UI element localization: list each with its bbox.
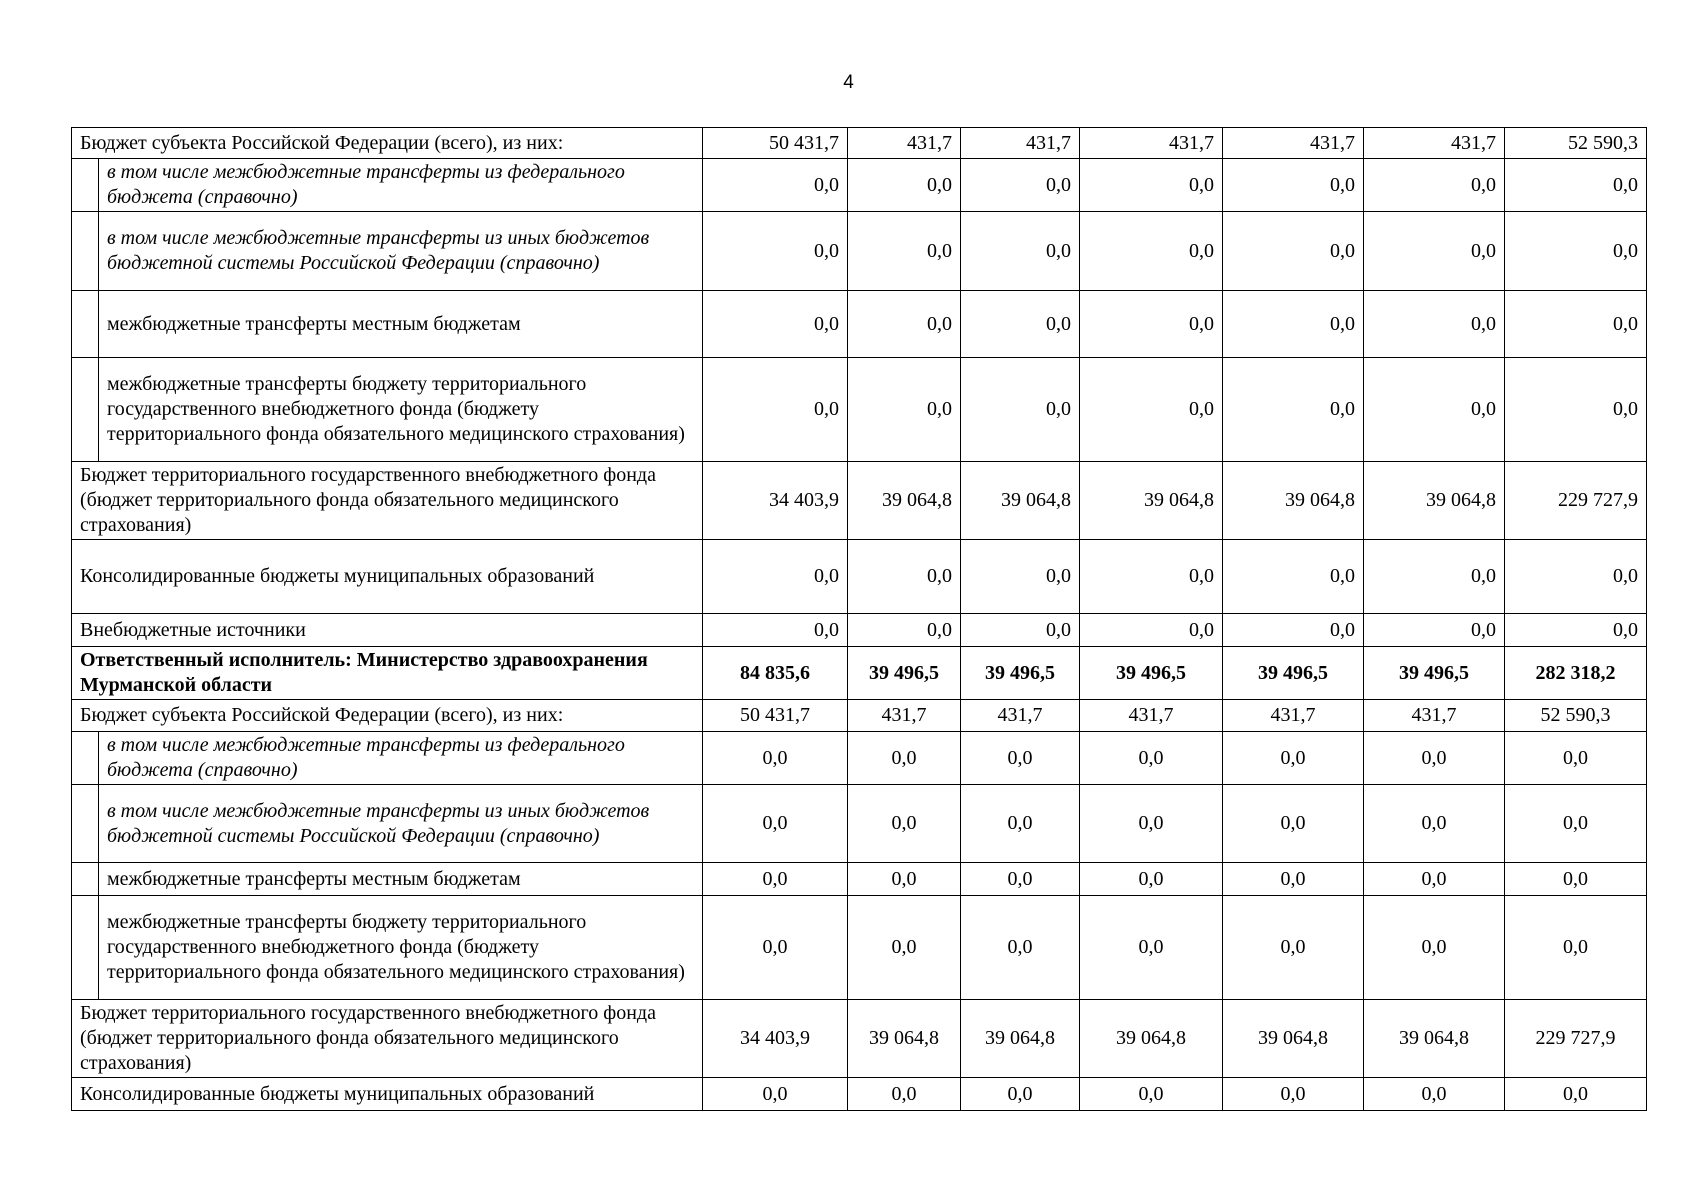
value-cell: 0,0	[1364, 614, 1505, 647]
value-cell: 0,0	[1080, 732, 1223, 785]
table-row	[72, 291, 1647, 358]
value-cell: 0,0	[848, 358, 961, 462]
table-row	[72, 614, 1647, 647]
row-label: в том числе межбюджетные трансферты из федерального бюджета (справочно)	[99, 732, 703, 785]
value-cell: 0,0	[1364, 212, 1505, 291]
table-row	[72, 462, 1647, 540]
value-cell: 0,0	[848, 732, 961, 785]
row-label: Консолидированные бюджеты муниципальных образований	[72, 1078, 703, 1111]
value-cell: 0,0	[703, 863, 848, 896]
row-label: Бюджет территориального государственного внебюджетного фонда (бюджет территориального фонда обязательного медицинского страхования)	[72, 462, 703, 540]
value-cell: 0,0	[961, 291, 1080, 358]
value-cell: 0,0	[703, 159, 848, 212]
value-cell: 0,0	[1505, 1078, 1647, 1111]
row-label: Бюджет территориального государственного внебюджетного фонда (бюджет территориального фонда обязательного медицинского страхования)	[72, 1000, 703, 1078]
value-cell: 0,0	[848, 1078, 961, 1111]
value-cell: 0,0	[848, 863, 961, 896]
table-row	[72, 732, 1647, 785]
value-cell: 0,0	[1505, 291, 1647, 358]
value-cell: 0,0	[1223, 732, 1364, 785]
value-cell: 0,0	[848, 291, 961, 358]
value-cell: 0,0	[848, 785, 961, 863]
value-cell: 50 431,7	[703, 128, 848, 159]
value-cell: 431,7	[848, 128, 961, 159]
value-cell: 39 064,8	[1364, 1000, 1505, 1078]
value-cell: 0,0	[1364, 732, 1505, 785]
table-row	[72, 1000, 1647, 1078]
row-label: Консолидированные бюджеты муниципальных образований	[72, 540, 703, 614]
value-cell: 0,0	[1505, 863, 1647, 896]
value-cell: 0,0	[1223, 863, 1364, 896]
value-cell: 0,0	[961, 358, 1080, 462]
value-cell: 39 064,8	[848, 1000, 961, 1078]
value-cell: 52 590,3	[1505, 128, 1647, 159]
table-row	[72, 212, 1647, 291]
value-cell: 0,0	[1364, 540, 1505, 614]
value-cell: 0,0	[1505, 159, 1647, 212]
value-cell: 0,0	[961, 1078, 1080, 1111]
budget-table	[71, 127, 1647, 1111]
row-label: межбюджетные трансферты бюджету территориального государственного внебюджетного фонда (бюджету территориального фонда обязательного медицинского страхования)	[99, 896, 703, 1000]
value-cell: 0,0	[703, 291, 848, 358]
value-cell: 431,7	[961, 128, 1080, 159]
value-cell: 39 064,8	[848, 462, 961, 540]
value-cell: 39 496,5	[848, 647, 961, 700]
value-cell: 0,0	[1364, 863, 1505, 896]
value-cell: 0,0	[703, 358, 848, 462]
value-cell: 0,0	[1505, 212, 1647, 291]
table-section-2	[72, 647, 1647, 1111]
value-cell: 0,0	[1364, 785, 1505, 863]
value-cell: 0,0	[1223, 358, 1364, 462]
value-cell: 0,0	[1505, 358, 1647, 462]
value-cell: 0,0	[1080, 291, 1223, 358]
row-label: Бюджет субъекта Российской Федерации (всего), из них:	[72, 700, 703, 732]
table-row	[72, 647, 1647, 700]
table-row	[72, 700, 1647, 732]
row-label: межбюджетные трансферты местным бюджетам	[99, 291, 703, 358]
row-label: в том числе межбюджетные трансферты из иных бюджетов бюджетной системы Российской Федерации (справочно)	[99, 785, 703, 863]
value-cell: 0,0	[848, 614, 961, 647]
value-cell: 0,0	[848, 212, 961, 291]
indent-cell	[72, 863, 99, 896]
value-cell: 52 590,3	[1505, 700, 1647, 732]
indent-cell	[72, 212, 99, 291]
row-label: Ответственный исполнитель: Министерство здравоохранения Мурманской области	[72, 647, 703, 700]
value-cell: 0,0	[703, 732, 848, 785]
value-cell: 0,0	[961, 785, 1080, 863]
value-cell: 431,7	[1223, 128, 1364, 159]
value-cell: 0,0	[1505, 614, 1647, 647]
value-cell: 0,0	[1080, 540, 1223, 614]
value-cell: 0,0	[1223, 614, 1364, 647]
table-row	[72, 785, 1647, 863]
value-cell: 0,0	[1364, 358, 1505, 462]
value-cell: 229 727,9	[1505, 1000, 1647, 1078]
value-cell: 0,0	[1080, 863, 1223, 896]
value-cell: 0,0	[961, 614, 1080, 647]
value-cell: 0,0	[1080, 896, 1223, 1000]
value-cell: 431,7	[1364, 700, 1505, 732]
table-row	[72, 896, 1647, 1000]
indent-cell	[72, 291, 99, 358]
page-number: 4	[843, 72, 854, 93]
value-cell: 0,0	[1223, 785, 1364, 863]
value-cell: 0,0	[1505, 896, 1647, 1000]
value-cell: 0,0	[1223, 159, 1364, 212]
value-cell: 431,7	[1080, 700, 1223, 732]
row-label: Бюджет субъекта Российской Федерации (всего), из них:	[72, 128, 703, 159]
value-cell: 0,0	[848, 540, 961, 614]
value-cell: 39 064,8	[961, 462, 1080, 540]
value-cell: 0,0	[1223, 291, 1364, 358]
value-cell: 0,0	[848, 159, 961, 212]
value-cell: 0,0	[961, 732, 1080, 785]
value-cell: 0,0	[1080, 1078, 1223, 1111]
table-row	[72, 159, 1647, 212]
table-row	[72, 540, 1647, 614]
value-cell: 39 064,8	[1223, 1000, 1364, 1078]
value-cell: 0,0	[703, 1078, 848, 1111]
indent-cell	[72, 732, 99, 785]
value-cell: 39 496,5	[1080, 647, 1223, 700]
value-cell: 0,0	[1364, 291, 1505, 358]
row-label: межбюджетные трансферты бюджету территориального государственного внебюджетного фонда (бюджету территориального фонда обязательного медицинского страхования)	[99, 358, 703, 462]
value-cell: 431,7	[1223, 700, 1364, 732]
value-cell: 0,0	[1080, 358, 1223, 462]
value-cell: 0,0	[1223, 896, 1364, 1000]
value-cell: 39 064,8	[1080, 1000, 1223, 1078]
value-cell: 431,7	[1364, 128, 1505, 159]
value-cell: 0,0	[703, 896, 848, 1000]
value-cell: 0,0	[703, 212, 848, 291]
value-cell: 282 318,2	[1505, 647, 1647, 700]
value-cell: 229 727,9	[1505, 462, 1647, 540]
table-row	[72, 863, 1647, 896]
indent-cell	[72, 159, 99, 212]
value-cell: 39 064,8	[1364, 462, 1505, 540]
value-cell: 0,0	[1223, 212, 1364, 291]
value-cell: 0,0	[961, 863, 1080, 896]
value-cell: 0,0	[1223, 540, 1364, 614]
value-cell: 431,7	[961, 700, 1080, 732]
value-cell: 0,0	[703, 540, 848, 614]
table-row	[72, 1078, 1647, 1111]
value-cell: 0,0	[703, 614, 848, 647]
value-cell: 0,0	[961, 212, 1080, 291]
value-cell: 0,0	[1505, 540, 1647, 614]
value-cell: 0,0	[961, 159, 1080, 212]
value-cell: 34 403,9	[703, 462, 848, 540]
value-cell: 0,0	[1223, 1078, 1364, 1111]
value-cell: 39 064,8	[1080, 462, 1223, 540]
value-cell: 0,0	[1364, 159, 1505, 212]
value-cell: 0,0	[1080, 614, 1223, 647]
table-row	[72, 128, 1647, 159]
row-label: межбюджетные трансферты местным бюджетам	[99, 863, 703, 896]
value-cell: 431,7	[1080, 128, 1223, 159]
value-cell: 84 835,6	[703, 647, 848, 700]
value-cell: 431,7	[848, 700, 961, 732]
value-cell: 0,0	[848, 896, 961, 1000]
indent-cell	[72, 896, 99, 1000]
value-cell: 0,0	[1080, 212, 1223, 291]
value-cell: 39 496,5	[1364, 647, 1505, 700]
value-cell: 39 064,8	[961, 1000, 1080, 1078]
value-cell: 34 403,9	[703, 1000, 848, 1078]
value-cell: 0,0	[1080, 159, 1223, 212]
row-label: Внебюджетные источники	[72, 614, 703, 647]
value-cell: 0,0	[1364, 896, 1505, 1000]
value-cell: 50 431,7	[703, 700, 848, 732]
value-cell: 0,0	[961, 896, 1080, 1000]
table-row	[72, 358, 1647, 462]
value-cell: 0,0	[1364, 1078, 1505, 1111]
table-section-1	[72, 128, 1647, 647]
indent-cell	[72, 785, 99, 863]
value-cell: 0,0	[703, 785, 848, 863]
value-cell: 0,0	[1505, 732, 1647, 785]
value-cell: 0,0	[1505, 785, 1647, 863]
value-cell: 39 496,5	[961, 647, 1080, 700]
row-label: в том числе межбюджетные трансферты из федерального бюджета (справочно)	[99, 159, 703, 212]
value-cell: 0,0	[961, 540, 1080, 614]
row-label: в том числе межбюджетные трансферты из иных бюджетов бюджетной системы Российской Федерации (справочно)	[99, 212, 703, 291]
indent-cell	[72, 358, 99, 462]
value-cell: 39 496,5	[1223, 647, 1364, 700]
value-cell: 0,0	[1080, 785, 1223, 863]
value-cell: 39 064,8	[1223, 462, 1364, 540]
